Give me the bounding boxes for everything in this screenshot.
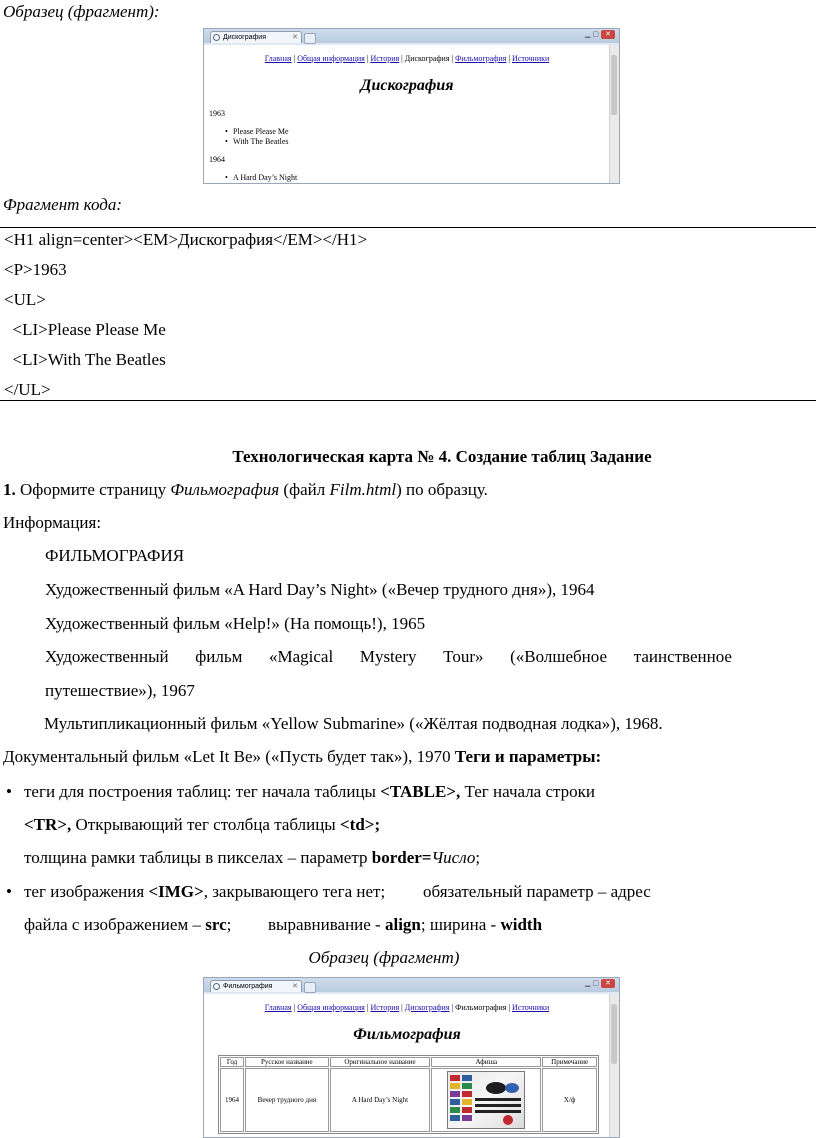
window-controls	[585, 30, 615, 39]
close-window-icon[interactable]: ✕	[601, 30, 615, 39]
bullet-text: , закрывающего тега нет;	[203, 882, 386, 901]
nav-bar	[204, 1003, 610, 1012]
code-top-rule	[0, 227, 816, 228]
code-line: <UL>	[4, 290, 46, 309]
code-bottom-rule	[0, 400, 816, 401]
info-line: Художественный фильм «A Hard Day’s Night» («Вечер трудного дня»), 1964	[45, 580, 595, 599]
tab-title: Фильмография	[223, 983, 273, 990]
page-heading: Фильмография	[353, 1026, 461, 1043]
info-label: Информация:	[3, 513, 102, 532]
browser-window-filmography	[203, 977, 620, 1138]
new-tab-button[interactable]	[304, 982, 316, 993]
info-line: ФИЛЬМОГРАФИЯ	[45, 546, 185, 565]
tag-img: <IMG>	[148, 882, 204, 901]
close-tab-icon[interactable]: ✕	[292, 983, 298, 990]
list-item: • A Hard Day’s Night	[233, 173, 297, 183]
doc-film-text: Документальный фильм «Let It Be» («Пусть будет так»), 1970	[3, 747, 455, 766]
nav-separator: |	[508, 54, 511, 63]
task-text: ) по образцу.	[396, 480, 488, 499]
table-cell-year: 1964	[220, 1068, 244, 1132]
page-content	[204, 45, 610, 183]
bullet-line	[24, 848, 480, 868]
nav-separator: |	[451, 1003, 454, 1012]
maximize-icon[interactable]: ▢	[592, 31, 601, 38]
nav-link-sources[interactable]: Источники	[512, 1003, 550, 1012]
code-line: </UL>	[4, 380, 51, 399]
scrollbar[interactable]	[609, 994, 619, 1137]
bullet-text: ;	[226, 915, 232, 934]
year-label: 1964	[209, 155, 225, 164]
info-line: путешествие»), 1967	[45, 681, 195, 700]
table-header: Афиша	[431, 1057, 541, 1067]
info-line-justified	[45, 647, 732, 667]
nav-separator: |	[401, 1003, 403, 1012]
param-width: width	[500, 915, 543, 934]
scrollbar-thumb[interactable]	[611, 55, 617, 115]
page-heading: Дискография	[360, 77, 454, 94]
nav-link-history[interactable]: История	[370, 1003, 400, 1012]
info-line: Мультипликационный фильм «Yellow Submarine» («Жёлтая подводная лодка»), 1968.	[44, 714, 663, 733]
year-label: 1963	[209, 109, 225, 118]
nav-separator: |	[508, 1003, 511, 1012]
bullet-text: Открывающий тег столбца таблицы	[71, 815, 340, 834]
tags-title: Теги и параметры:	[454, 747, 602, 766]
nav-current-filmography: Фильмография	[455, 1003, 507, 1012]
list-item: • With The Beatles	[233, 137, 289, 147]
word: «Magical	[268, 647, 334, 666]
nav-link-general[interactable]: Общая информация	[297, 54, 365, 63]
scrollbar[interactable]	[609, 45, 619, 183]
table-header: Русское название	[245, 1057, 329, 1067]
list-item: • Please Please Me	[233, 127, 289, 137]
tag-table: <TABLE>,	[380, 782, 461, 801]
film-poster-image	[447, 1071, 525, 1129]
nav-link-history[interactable]: История	[370, 54, 400, 63]
sample-caption: Образец (фрагмент)	[308, 948, 460, 967]
table-header: Оригинальное название	[330, 1057, 431, 1067]
tag-td: <td>;	[339, 815, 381, 834]
info-line	[3, 747, 601, 767]
task-page-name: Фильмография	[170, 480, 280, 499]
minimize-icon[interactable]: ▁	[584, 31, 593, 38]
word: («Волшебное	[510, 647, 608, 666]
nav-separator: |	[451, 54, 454, 63]
section-title: Технологическая карта № 4. Создание таблиц Задание	[232, 447, 652, 466]
table-header: Примечание	[542, 1057, 597, 1067]
nav-link-filmography[interactable]: Фильмография	[455, 54, 507, 63]
bullet-text: Тег начала строки	[460, 782, 596, 801]
bullet-text: ; ширина -	[420, 915, 501, 934]
maximize-icon[interactable]: ▢	[592, 980, 601, 987]
sample-caption: Образец (фрагмент):	[3, 2, 160, 21]
browser-window-discography	[203, 28, 620, 184]
table-cell-russian-title: Вечер трудного дня	[245, 1068, 329, 1132]
nav-separator: |	[366, 54, 369, 63]
poster-artwork	[448, 1072, 524, 1128]
param-border: border=	[371, 848, 432, 867]
param-value: Число	[431, 848, 476, 867]
bullet-icon: •	[6, 882, 12, 901]
nav-separator: |	[366, 1003, 369, 1012]
tag-tr: <TR>,	[24, 815, 72, 834]
word: таинственное	[633, 647, 732, 666]
page-content	[204, 994, 610, 1137]
table-cell-original-title: A Hard Day’s Night	[330, 1068, 431, 1132]
table-cell-poster	[431, 1068, 541, 1132]
bullet-icon: •	[6, 782, 12, 801]
table-row	[220, 1068, 597, 1132]
table-cell-note: Х/ф	[542, 1068, 597, 1132]
window-controls	[585, 979, 615, 988]
task-text: Оформите страницу	[15, 480, 171, 499]
word: фильм	[195, 647, 243, 666]
tab-title: Дискография	[223, 34, 266, 41]
tab-bar	[204, 29, 619, 43]
nav-link-general[interactable]: Общая информация	[297, 1003, 365, 1012]
bullet-line	[24, 882, 385, 902]
bullet-text: выравнивание -	[268, 915, 385, 934]
table-header: Год	[220, 1057, 244, 1067]
bullet-line	[24, 915, 231, 935]
nav-bar	[204, 54, 610, 63]
tab-bar	[204, 978, 619, 992]
task-line	[3, 480, 488, 500]
task-file-name: Film.html	[329, 480, 397, 499]
minimize-icon[interactable]: ▁	[584, 980, 593, 987]
code-line: <LI>With The Beatles	[4, 350, 166, 369]
browser-tab[interactable]	[210, 31, 302, 43]
nav-link-home[interactable]: Главная	[264, 54, 292, 63]
bullet-text: толщина рамки таблицы в пикселах – параметр	[24, 848, 372, 867]
word: Tour»	[443, 647, 484, 666]
film-table	[218, 1055, 599, 1134]
word: Художественный	[45, 647, 169, 666]
nav-link-discography[interactable]: Дискография	[404, 1003, 450, 1012]
nav-link-home[interactable]: Главная	[264, 1003, 292, 1012]
close-window-icon[interactable]: ✕	[601, 979, 615, 988]
bullet-line	[268, 915, 542, 935]
new-tab-button[interactable]	[304, 33, 316, 44]
bullet-text: тег изображения	[24, 882, 149, 901]
param-src: src	[205, 915, 227, 934]
nav-link-sources[interactable]: Источники	[512, 54, 550, 63]
nav-separator: |	[293, 1003, 296, 1012]
word: Mystery	[359, 647, 417, 666]
bullet-text: ;	[475, 848, 481, 867]
code-line: <LI>Please Please Me	[4, 320, 166, 339]
bullet-line: обязательный параметр – адрес	[423, 882, 651, 901]
page-icon	[213, 983, 220, 990]
info-line: Художественный фильм «Help!» (На помощь!), 1965	[45, 614, 426, 633]
code-line: <H1 align=center><EM>Дискография</EM></H1>	[4, 230, 368, 249]
bullet-text: теги для построения таблиц: тег начала таблицы	[24, 782, 381, 801]
bullet-line	[24, 815, 380, 835]
table-header-row	[220, 1057, 597, 1067]
scrollbar-thumb[interactable]	[611, 1004, 617, 1064]
code-line: <P>1963	[4, 260, 67, 279]
task-number: 1.	[3, 480, 16, 499]
close-tab-icon[interactable]: ✕	[292, 34, 298, 41]
nav-separator: |	[293, 54, 296, 63]
task-text: (файл	[279, 480, 330, 499]
nav-separator: |	[401, 54, 403, 63]
browser-tab[interactable]	[210, 980, 302, 992]
bullet-text: файла с изображением –	[24, 915, 206, 934]
param-align: align	[384, 915, 421, 934]
page-icon	[213, 34, 220, 41]
nav-current-discography: Дискография	[404, 54, 450, 63]
code-caption: Фрагмент кода:	[3, 195, 122, 214]
bullet-line	[24, 782, 595, 802]
